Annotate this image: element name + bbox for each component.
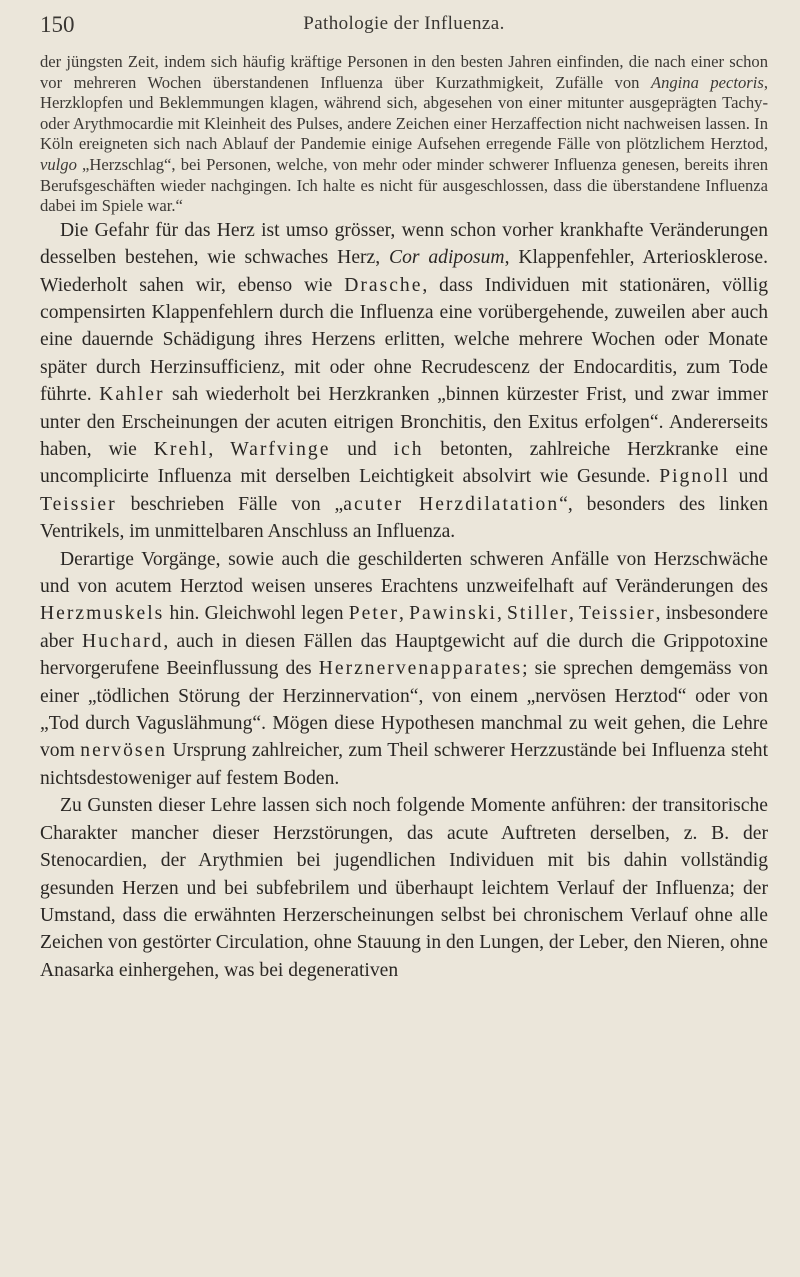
text-run: hin. Gleichwohl legen [164, 603, 349, 625]
text-run: ; sie sprechen demgemäss von einer „tödlichen Störung der Herzinnervation“, von einem „nervösen Herztod“ oder von „Tod durch Vaguslähmung“. Mögen diese Hypothesen manchmal zu weit gehen, die Lehre vom [40, 658, 768, 762]
spaced-name: Peter [348, 603, 400, 625]
text-run: betonten, zahlreiche Herzkranke eine uncomplicirte Influenza mit derselben Leichtigkeit absolvirt wie Gesunde. [40, 439, 768, 488]
text-run: Derartige Vorgänge, sowie auch die geschilderten schweren Anfälle von Herzschwäche und von acutem Herztod weisen unseres Erachtens unzweifelhaft auf Veränderungen des [40, 548, 768, 598]
text-run: sah wiederholt bei Herzkranken „binnen kürzester Frist, und zwar immer unter den Erscheinungen der acuten eitrigen Bronchitis, den Exitus erfolgen“. Andererseits haben, wie [40, 384, 768, 460]
spaced-name: Warfvinge [230, 439, 331, 460]
running-title: Pathologie der Influenza. [303, 13, 505, 34]
text-run: Ursprung zahlreicher, zum Theil schwerer Herzzustände bei Influenza steht nichtsdestoweniger auf festem Boden. [40, 740, 769, 789]
spaced-name: acuter Herzdilatation [343, 493, 560, 515]
spaced-name: Herznervenapparates [318, 658, 523, 680]
page-number: 150 [40, 12, 75, 37]
text-run: Die Gefahr für das Herz ist umso grösser, wenn schon vorher krankhafte Veränderungen desselben bestehen, wie schwaches Herz, [40, 219, 768, 269]
spaced-name: Huchard [81, 630, 164, 652]
text-run: und [729, 466, 768, 488]
italic-term: Angina pectoris [650, 72, 764, 92]
text-run: beschrieben Fälle von „ [116, 493, 344, 515]
text-run: der jüngsten Zeit, indem sich häufig kräftige Personen in den besten Jahren einfinden, die nach einer schon vor mehreren Wochen überstandenen Influenza über Kurzathmigkeit, Zufälle von [40, 52, 768, 92]
text-run: , [399, 603, 410, 625]
running-head [40, 12, 768, 46]
text-run: “, besonders des linken Ventrikels, im unmittelbaren Anschluss an Influenza. [40, 493, 768, 543]
italic-term: vulgo [40, 154, 77, 174]
spaced-name: Krehl [153, 439, 209, 460]
text-run: , [568, 603, 580, 625]
text-run: , insbesondere aber [40, 603, 769, 652]
spaced-name: Kahler [99, 384, 165, 406]
spaced-name: nervösen [80, 740, 168, 762]
spaced-name: Herzmuskels [40, 603, 165, 625]
spaced-name: ich [393, 439, 424, 460]
quoted-paragraph [40, 52, 768, 217]
text-run: , [208, 439, 231, 460]
spaced-name: Pignoll [659, 466, 730, 488]
text-run: , Klappenfehler, Arteriosklerose. Wiederholt sahen wir, ebenso wie [40, 247, 769, 296]
body-text [40, 217, 768, 984]
text-run: „Herzschlag“, bei Personen, welche, von mehr oder minder schwerer Influenza genesen, bereits ihren Berufsgeschäften wieder nachgingen. Ich halte es nicht für ausgeschlossen, dass die überstandene Influenza dabei im Spiele war.“ [40, 154, 768, 216]
text-run: , [496, 603, 508, 625]
spaced-name: Drasche [344, 274, 423, 296]
italic-term: Cor adiposum [389, 247, 505, 269]
paragraph [40, 546, 768, 793]
text-run: , Herzklopfen und Beklemmungen klagen, während sich, abgesehen von einer mitunter ausgeprägten Tachy- oder Arythmocardie mit Kleinheit des Pulses, andere Zeichen einer Herzaffection nicht nachweisen lassen. In Köln ereigneten sich nach Ablauf der Pandemie einige Aufsehen erregende Fälle von plötzlichem Herztod, [40, 72, 768, 154]
paragraph [40, 217, 768, 546]
text-run: Zu Gunsten dieser Lehre lassen sich noch folgende Momente anführen: der transitorische Charakter mancher dieser Herzstörungen, das acute Auftreten derselben, z. B. der Stenocardien, der Arythmien bei jugendlichen Individuen mit bis dahin vollständig gesunden Herzen und bei subfebrilem und überhaupt leichtem Verlauf der Influenza; der Umstand, dass die erwähnten Herzerscheinungen selbst bei chronischem Verlauf ohne alle Zeichen von gestörter Circulation, ohne Stauung in den Lungen, der Leber, den Nieren, ohne Anasarka einhergehen, was bei degenerativen [40, 795, 768, 981]
text-run: und [330, 439, 394, 460]
spaced-name: Teissier [40, 493, 117, 515]
book-page [0, 12, 800, 1277]
paragraph [40, 792, 768, 984]
text-run: , dass Individuen mit stationären, völlig compensirten Klappenfehlern durch die Influenza eine vorübergehende, zuweilen aber auch eine dauernde Schädigung ihres Herzens erlitten, welche mehrere Wochen oder Monate später durch Herzinsufficienz, mit oder ohne Recrudescenz der Endocarditis, zum Tode führte. [40, 274, 768, 406]
spaced-name: Teissier [579, 603, 656, 625]
text-run: , auch in diesen Fällen das Hauptgewicht auf die durch die Grippotoxine hervorgerufene Beeinflussung des [40, 630, 768, 680]
quote-text [40, 52, 768, 217]
spaced-name: Pawinski [409, 603, 497, 625]
spaced-name: Stiller [507, 603, 569, 625]
